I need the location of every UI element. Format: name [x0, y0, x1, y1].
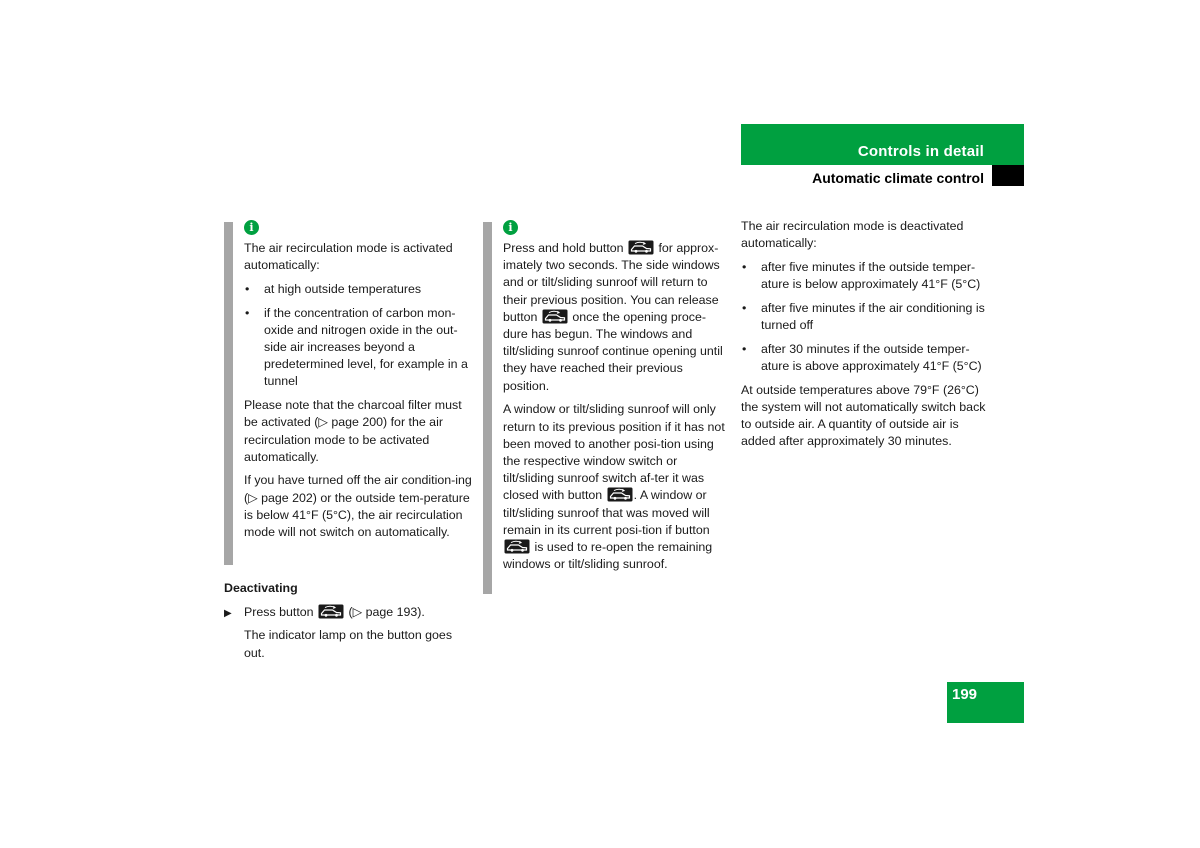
hold-button-note — [503, 240, 729, 395]
text-run: . A window or tilt/sliding sunroof that was moved will remain in its current posi-tion if button — [503, 488, 710, 537]
high-temperature-note: At outside temperatures above 79°F (26°C) the system will not automatically switch back to outside air. A quantity of outside air is added after approximately 30 minutes. — [741, 382, 986, 449]
page-number: 199 — [952, 686, 978, 703]
instruction-step — [224, 604, 474, 621]
activation-conditions-list — [244, 281, 474, 391]
deactivation-intro: The air recirculation mode is deactivated automatically: — [741, 219, 964, 251]
subsection-marker — [992, 165, 1024, 186]
text-run: for approx-imately two seconds. The side windows and or tilt/sliding sunroof will return to their previous position. You can release button — [503, 241, 720, 324]
deactivating-heading: Deactivating — [224, 581, 298, 595]
note-bar — [224, 222, 233, 565]
ac-off-note: If you have turned off the air condition-ing (▷ page 202) or the outside tem-perature is below 41°F (5°C), the air recirculation mode will not switch on automatically. — [244, 473, 472, 540]
text-run: is used to re-open the remaining windows or tilt/sliding sunroof. — [503, 539, 713, 572]
triangle-right-icon: ▶ — [224, 607, 232, 619]
recirculation-button-icon — [607, 487, 633, 502]
note-bar — [483, 222, 492, 594]
info-icon: i — [503, 220, 518, 235]
recirculation-button-icon — [504, 539, 530, 554]
recirculation-button-icon — [542, 309, 568, 324]
list-item: • after five minutes if the outside temper-ature is below approximately 41°F (5°C) — [741, 259, 989, 293]
list-item: • after five minutes if the air conditioning is turned off — [741, 300, 989, 334]
list-item: • after 30 minutes if the outside temper-ature is above approximately 41°F (5°C) — [741, 341, 989, 375]
step-text-before: Press button — [244, 604, 314, 619]
step-text-after: (▷ page 193). — [348, 604, 425, 619]
charcoal-filter-note: Please note that the charcoal filter must be activated (▷ page 200) for the air recirculation mode to be activated automatically. — [244, 398, 462, 464]
text-run: Press and hold button — [503, 241, 624, 255]
text-run: once the opening proce-dure has begun. The windows and tilt/sliding sunroof continue opening until they have reached their previous position. — [503, 309, 723, 393]
column-right — [741, 218, 989, 457]
note-intro: The air recirculation mode is activated automatically: — [244, 241, 453, 273]
subsection-title: Automatic climate control — [812, 170, 984, 186]
deactivation-conditions-list — [741, 259, 989, 375]
section-title: Controls in detail — [857, 143, 984, 160]
column-left — [244, 220, 474, 548]
window-return-note — [503, 401, 729, 573]
step-result: The indicator lamp on the button goes out. — [244, 628, 453, 660]
recirculation-button-icon — [318, 604, 344, 619]
list-item: • if the concentration of carbon mon-oxide and nitrogen oxide in the out-side air increases beyond a predetermined level, for example in a tunnel — [244, 305, 474, 391]
deactivating-section — [224, 580, 474, 668]
column-middle — [503, 220, 729, 580]
recirculation-button-icon — [628, 240, 654, 255]
list-item: • at high outside temperatures — [244, 281, 474, 298]
text-run: A window or tilt/sliding sunroof will only return to its previous position if it has not been moved to another posi-tion using the respective window switch or tilt/sliding sunroof switch af-ter it was closed with button — [503, 402, 725, 503]
info-icon: i — [244, 220, 259, 235]
